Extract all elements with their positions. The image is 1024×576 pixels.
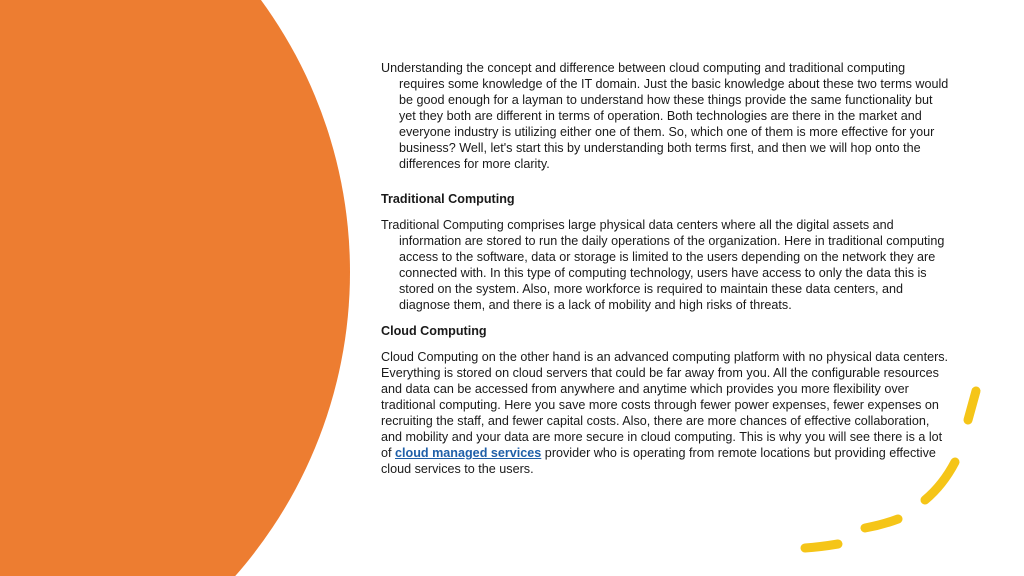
cloud-computing-paragraph xyxy=(381,349,949,477)
yellow-dash-1 xyxy=(968,391,976,420)
cloud-text-before-link: Cloud Computing on the other hand is an advanced computing platform with no physical data centers. Everything is stored on cloud servers that could be far away from you. All the configurable resources and data can be accessed from anywhere and anytime which provides you more flexibility over traditional computing. Here you save more costs through fewer power expenses, fewer expenses on recruiting the staff, and fewer capital costs. Also, there are more chances of effective collaboration, and mobility and your data are more secure in cloud computing. This is why you will see there is a lot of xyxy=(381,350,949,460)
cloud-computing-heading: Cloud Computing xyxy=(381,324,487,338)
cloud-text-after-link: provider who is operating from remote locations but providing effective cloud services to the users. xyxy=(381,446,936,476)
yellow-dash-3 xyxy=(865,519,898,528)
traditional-computing-paragraph: Traditional Computing comprises large physical data centers where all the digital assets and information are stored to run the daily operations of the organization. Here in traditional computing access to the software, data or storage is limited to the users depending on the network they are connected with. In this type of computing technology, users have access to only the data this is stored on the system. Also, more workforce is required to maintain these data centers, and diagnose them, and there is a lack of mobility and high risks of threats. xyxy=(381,218,945,312)
yellow-dash-4 xyxy=(805,544,838,548)
cloud-managed-services-link[interactable]: cloud managed services xyxy=(395,446,542,460)
intro-paragraph: Understanding the concept and difference between cloud computing and traditional computing requires some knowledge of the IT domain. Just the basic knowledge about these two terms would be good enough for a layman to understand how these things provide the same functionality but yet they both are different in terms of operation. Both technologies are there in the market and everyone industry is utilizing either one of them. So, which one of them is more effective for your business? Well, let's start this by understanding both terms first, and then we will hop onto the differences for more clarity. xyxy=(381,61,949,171)
traditional-computing-heading: Traditional Computing xyxy=(381,192,515,206)
article-text xyxy=(381,60,949,477)
orange-circle-shape xyxy=(0,0,350,576)
